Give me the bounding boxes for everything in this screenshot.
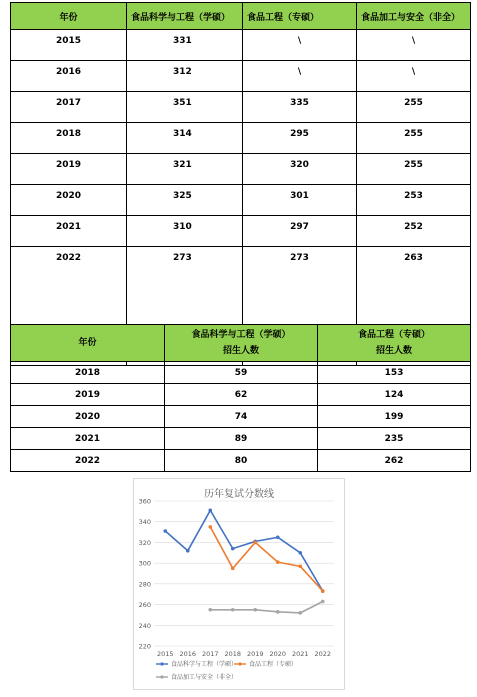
cell-value: 255 — [357, 92, 471, 123]
legend-marker — [160, 662, 163, 665]
data-point — [208, 509, 212, 513]
table-header-row — [11, 325, 471, 362]
cell-value: 273 — [243, 247, 357, 366]
data-point — [231, 608, 235, 612]
chart-title: 历年复试分数线 — [204, 489, 274, 500]
table-row — [11, 61, 471, 92]
x-tick-label: 2021 — [291, 650, 309, 658]
x-tick-label: 2020 — [269, 650, 287, 658]
table-row — [11, 450, 471, 472]
y-tick-label: 260 — [138, 601, 151, 610]
cell-value: 295 — [243, 123, 357, 154]
cell-year: 2021 — [11, 216, 127, 247]
cell-value: \ — [357, 61, 471, 92]
cell-value: 252 — [357, 216, 471, 247]
cell-year: 2018 — [11, 123, 127, 154]
x-tick-label: 2016 — [179, 650, 197, 658]
data-point — [321, 589, 325, 593]
cell-value: 263 — [357, 247, 471, 366]
legend-marker — [160, 675, 163, 678]
cell-value: 124 — [318, 384, 471, 406]
cell-value: 153 — [318, 362, 471, 384]
cutoff-score-table — [10, 2, 471, 366]
cell-value: 301 — [243, 185, 357, 216]
cell-value: 297 — [243, 216, 357, 247]
cell-year: 2021 — [11, 428, 165, 450]
cell-value: 199 — [318, 406, 471, 428]
cell-value: 310 — [127, 216, 243, 247]
table-row — [11, 406, 471, 428]
cell-year: 2018 — [11, 362, 165, 384]
header-year: 年份 — [11, 3, 127, 30]
cell-value: 262 — [318, 450, 471, 472]
x-tick-label: 2015 — [156, 650, 174, 658]
cell-value: 314 — [127, 123, 243, 154]
cell-value: 331 — [127, 30, 243, 61]
series-line-2 — [210, 527, 322, 591]
y-tick-label: 220 — [138, 642, 151, 651]
cell-value: 351 — [127, 92, 243, 123]
cell-year: 2019 — [11, 154, 127, 185]
cell-value: 255 — [357, 123, 471, 154]
cell-value: \ — [357, 30, 471, 61]
y-tick-label: 320 — [138, 538, 151, 547]
data-point — [298, 551, 302, 555]
cell-year: 2022 — [11, 247, 127, 366]
table-row — [11, 216, 471, 247]
data-point — [208, 608, 212, 612]
cell-value: 320 — [243, 154, 357, 185]
header-food-science-enrollment — [165, 325, 318, 362]
legend-marker — [238, 662, 241, 665]
table-row — [11, 185, 471, 216]
legend-label: 食品工程（专硕） — [249, 661, 298, 668]
data-point — [253, 608, 257, 612]
data-point — [186, 549, 190, 553]
header-line1: 年份 — [78, 338, 97, 348]
cell-value: 321 — [127, 154, 243, 185]
data-point — [321, 600, 325, 604]
table-row — [11, 123, 471, 154]
y-tick-label: 340 — [138, 518, 151, 527]
cell-year: 2019 — [11, 384, 165, 406]
data-point — [208, 525, 212, 529]
cell-value: 255 — [357, 154, 471, 185]
header-line2: 招生人数 — [222, 346, 259, 356]
table-row — [11, 30, 471, 61]
x-tick-label: 2017 — [201, 650, 219, 658]
chart-canvas — [134, 479, 344, 689]
cell-year: 2017 — [11, 92, 127, 123]
enrollment-table — [10, 324, 471, 472]
legend-label: 食品加工与安全（非全） — [171, 674, 238, 681]
data-point — [163, 529, 167, 533]
data-point — [253, 541, 257, 545]
table-row — [11, 154, 471, 185]
header-year — [11, 325, 165, 362]
data-point — [298, 611, 302, 615]
header-food-engineering-enrollment — [318, 325, 471, 362]
cell-year: 2020 — [11, 185, 127, 216]
y-tick-label: 240 — [138, 621, 151, 630]
x-tick-label: 2018 — [224, 650, 242, 658]
table-row — [11, 384, 471, 406]
data-point — [298, 564, 302, 568]
x-tick-label: 2022 — [314, 650, 332, 658]
data-point — [231, 567, 235, 571]
series-line-3 — [210, 602, 322, 613]
cell-value: 62 — [165, 384, 318, 406]
table-header-row — [11, 3, 471, 30]
y-tick-label: 280 — [138, 580, 151, 589]
x-tick-label: 2019 — [246, 650, 264, 658]
cell-year: 2020 — [11, 406, 165, 428]
data-point — [276, 610, 280, 614]
header-line1: 食品科学与工程（学硕） — [191, 330, 291, 340]
data-point — [276, 560, 280, 564]
header-food-science: 食品科学与工程（学硕） — [127, 3, 243, 30]
y-tick-label: 360 — [138, 497, 151, 506]
table-row — [11, 428, 471, 450]
cell-value: \ — [243, 61, 357, 92]
data-point — [276, 535, 280, 539]
header-food-processing: 食品加工与安全（非全） — [357, 3, 471, 30]
cell-value: 59 — [165, 362, 318, 384]
cell-value: 325 — [127, 185, 243, 216]
cell-value: 253 — [357, 185, 471, 216]
cell-value: 312 — [127, 61, 243, 92]
header-food-engineering: 食品工程（专硕） — [243, 3, 357, 30]
cell-year: 2022 — [11, 450, 165, 472]
cell-value: 89 — [165, 428, 318, 450]
table-row — [11, 92, 471, 123]
cell-value: \ — [243, 30, 357, 61]
table-row — [11, 362, 471, 384]
cell-year: 2015 — [11, 30, 127, 61]
cell-value: 74 — [165, 406, 318, 428]
cell-value: 235 — [318, 428, 471, 450]
header-line2: 招生人数 — [375, 346, 412, 356]
cell-value: 80 — [165, 450, 318, 472]
cell-year: 2016 — [11, 61, 127, 92]
cutoff-score-chart — [133, 478, 345, 690]
data-point — [231, 547, 235, 551]
legend-label: 食品科学与工程（学硕） — [171, 661, 238, 668]
cell-value: 273 — [127, 247, 243, 366]
y-tick-label: 300 — [138, 559, 151, 568]
header-line1: 食品工程（专硕） — [357, 330, 430, 340]
cell-value: 335 — [243, 92, 357, 123]
